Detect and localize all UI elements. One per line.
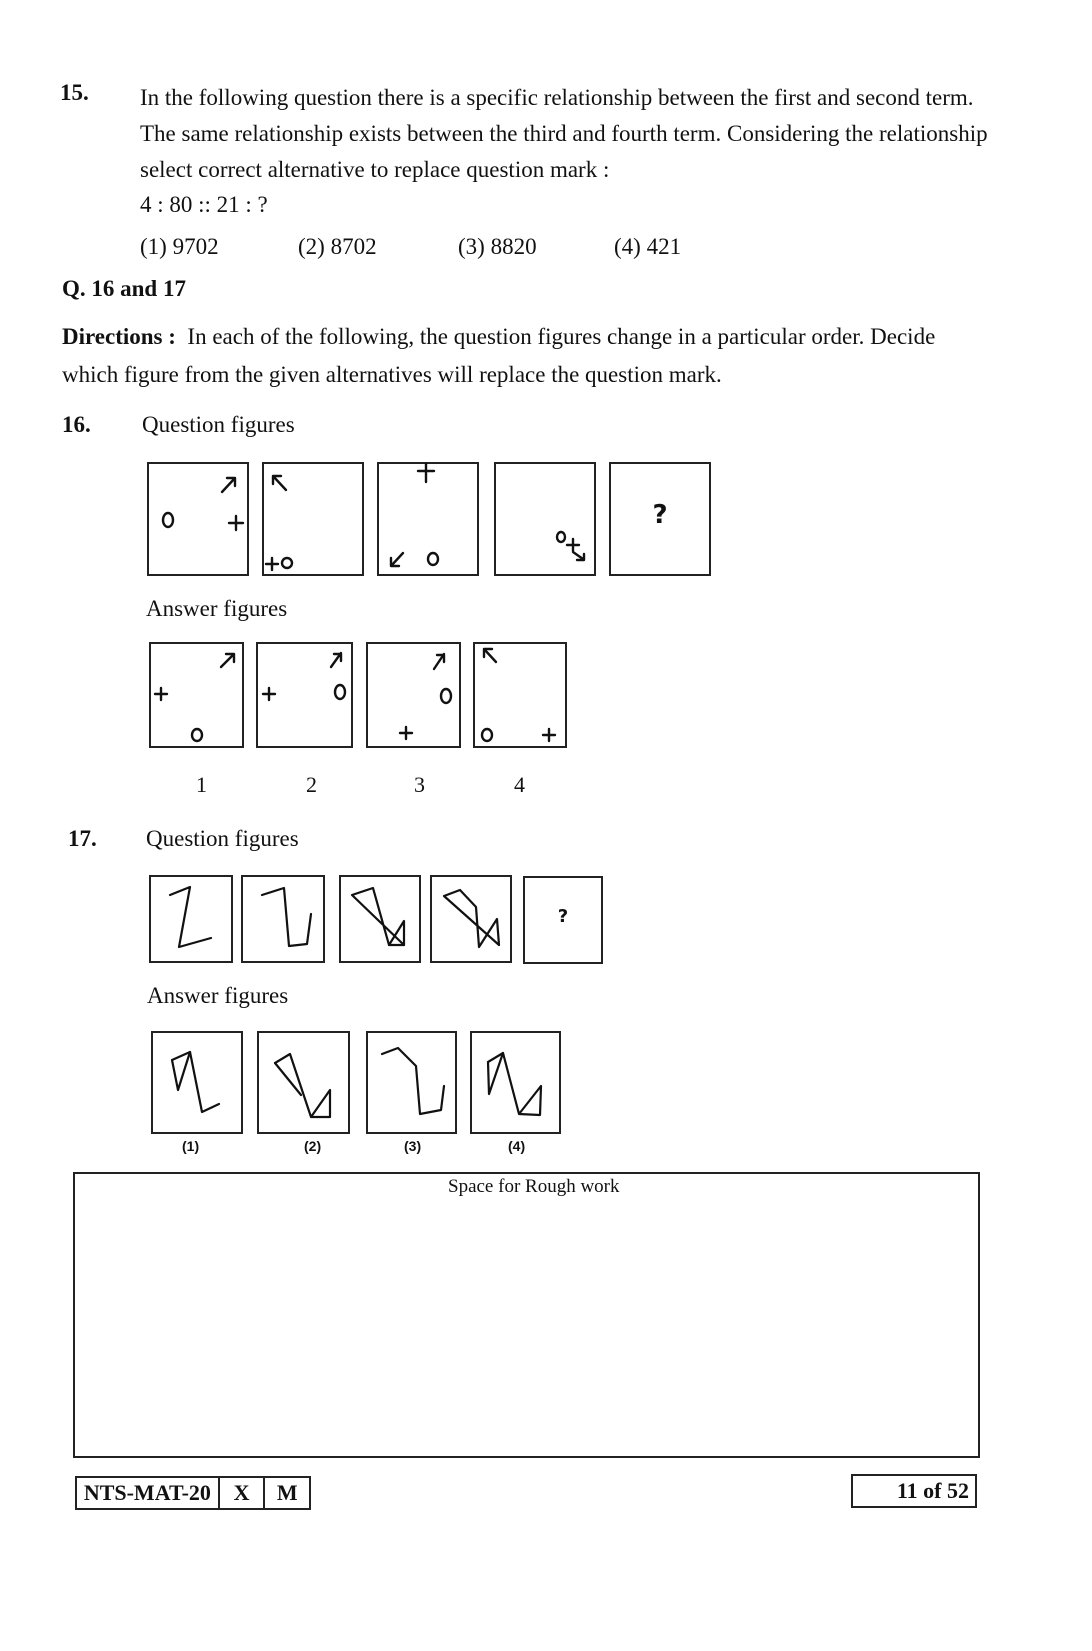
q15-line2: The same relationship exists between the third and fourth term. Considering the relationship [140,121,988,146]
q17-answer-number-1: (1) [182,1138,200,1154]
q16-answer-number-3: 3 [414,772,425,797]
q16-answer-number-4: 4 [514,772,525,797]
q17-question-mark: ? [557,906,569,927]
q16-question-label: Question figures [142,412,295,437]
q17-a4-shape [488,1053,503,1094]
q17-a2-shape [275,1054,330,1117]
q17-answer-number-3: (3) [404,1138,422,1154]
paper-code-box [75,1476,311,1510]
q17-a3-shape [382,1048,444,1114]
medium-cell: M [276,1480,298,1505]
q17-a4-tail [503,1053,541,1115]
directions-line2: which figure from the given alternatives will replace the question mark. [62,362,722,387]
q16-answer-label: Answer figures [146,596,288,621]
q16-answer-number-1: 1 [196,772,207,797]
q17-answer-number-2: (2) [304,1138,322,1154]
q17-number: 17. [68,826,97,851]
q15-number: 15. [60,80,89,105]
q15-option-1[interactable]: (1) 9702 [140,234,219,259]
q17-question-label: Question figures [146,826,299,851]
q15-line1: In the following question there is a specific relationship between the first and second term. [140,85,974,110]
class-cell: X [220,1478,266,1508]
q15-option-3[interactable]: (3) 8820 [458,234,537,259]
rough-work-area[interactable] [73,1172,980,1458]
q17-a1-shape [172,1052,190,1090]
q16-number: 16. [62,412,91,437]
q17-q3-shape [352,888,404,945]
q17-q2-shape [262,888,311,946]
q17-a2-diag [275,1063,301,1095]
q15-line3: select correct alternative to replace question mark : [140,157,610,182]
q15-option-4[interactable]: (4) 421 [614,234,682,259]
q17-answer-number-4: (4) [508,1138,526,1154]
paper-code: NTS-MAT-20 [77,1478,220,1508]
q15-option-2[interactable]: (2) 8702 [298,234,377,259]
directions-line1: In each of the following, the question figures change in a particular order. Decide [187,324,936,349]
q17-q4-shape [444,890,499,947]
rough-work-label: Space for Rough work [448,1176,620,1197]
directions-label: Directions : [62,324,176,349]
q16-answer-number-2: 2 [306,772,317,797]
page-number: 11 of 52 [851,1474,977,1508]
q15-expression: 4 : 80 :: 21 : ? [140,192,268,217]
q17-a1-tail [190,1052,219,1112]
q17-answer-label: Answer figures [147,983,289,1008]
q17-q1-shape [170,887,211,947]
group-heading: Q. 16 and 17 [62,276,186,301]
q16-question-mark: ? [652,500,668,530]
